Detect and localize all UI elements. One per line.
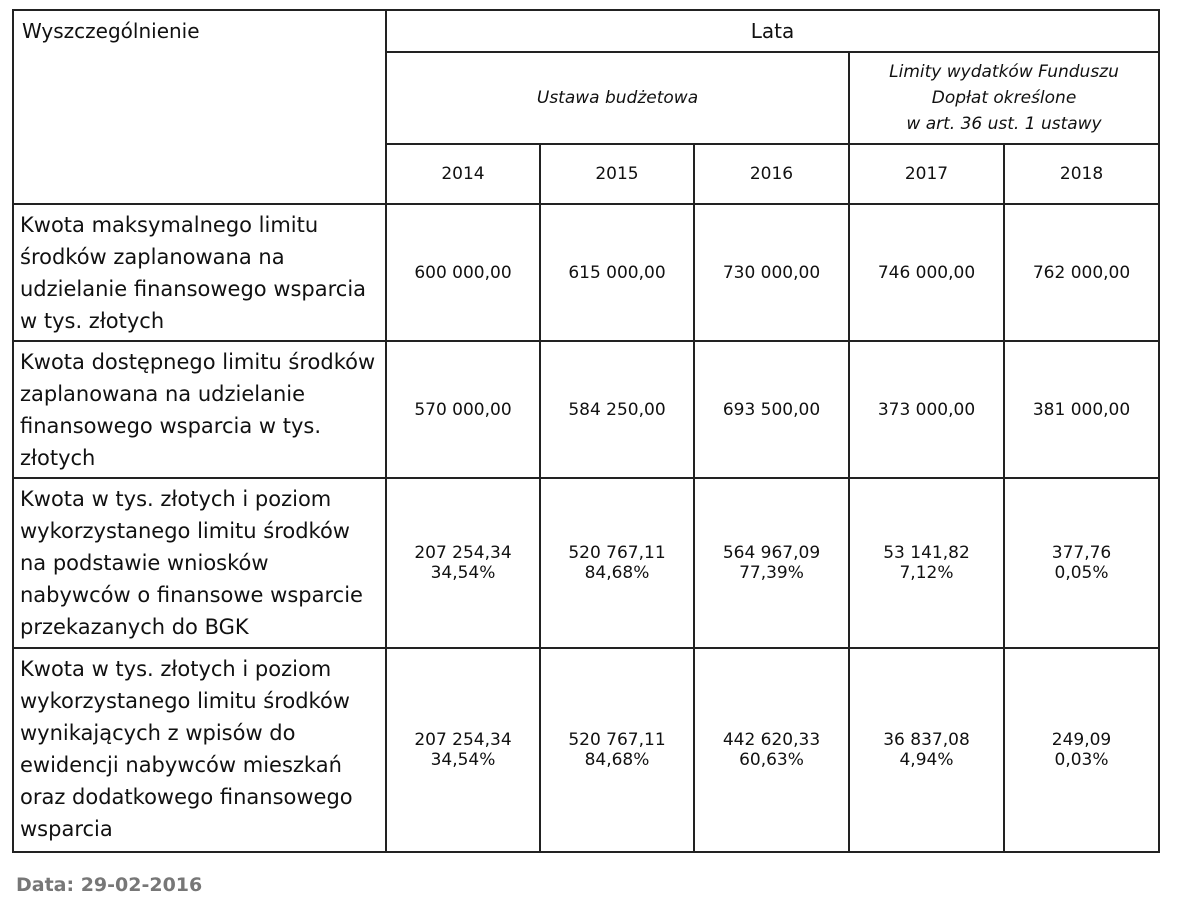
row-label: Kwota maksymalnego limitu środków zaplanowana na udzielanie finansowego wsparcia w tys. złotych: [13, 204, 386, 341]
cell-percent: 84,68%: [584, 750, 650, 770]
cell-value: 207 254,34: [414, 543, 512, 563]
table-row: [13, 648, 1159, 852]
cell-percent: 34,54%: [430, 750, 496, 770]
header-lata: Lata: [386, 10, 1159, 52]
data-table: [12, 9, 1160, 853]
row-label: Kwota dostępnego limitu środków zaplanowana na udzielanie finansowego wsparcia w tys. złotych: [13, 341, 386, 478]
table-row: [13, 478, 1159, 648]
cell-value: 373 000,00: [849, 341, 1004, 478]
cell-value: 207 254,34: [414, 730, 512, 750]
cell-percent: 77,39%: [739, 563, 804, 583]
cell-value-pair: [849, 478, 1004, 648]
header-wyszczegolnienie: Wyszczególnienie: [13, 10, 386, 204]
cell-value: 746 000,00: [849, 204, 1004, 341]
cell-value-pair: [1004, 648, 1159, 852]
cell-percent: 0,05%: [1054, 563, 1109, 583]
header-limity-line2: Dopłat określone: [931, 88, 1077, 108]
cell-value-pair: [386, 648, 540, 852]
cell-percent: 4,94%: [899, 750, 954, 770]
cell-percent: 60,63%: [739, 750, 804, 770]
row-label: Kwota w tys. złotych i poziom wykorzystanego limitu środków wynikających z wpisów do ewidencji nabywców mieszkań oraz dodatkowego finansowego wsparcia: [13, 648, 386, 852]
cell-value-pair: [694, 478, 849, 648]
year-2018: 2018: [1004, 144, 1159, 204]
cell-value: 762 000,00: [1004, 204, 1159, 341]
year-2015: 2015: [540, 144, 694, 204]
cell-value-pair: [849, 648, 1004, 852]
year-2014: 2014: [386, 144, 540, 204]
cell-value: 600 000,00: [386, 204, 540, 341]
cell-value: 520 767,11: [568, 543, 666, 563]
cell-value: 564 967,09: [722, 543, 821, 563]
header-limity-line3: w art. 36 ust. 1 ustawy: [906, 114, 1102, 134]
header-limity-line1: Limity wydatków Funduszu: [889, 62, 1119, 82]
cell-value-pair: [386, 478, 540, 648]
cell-percent: 0,03%: [1054, 750, 1109, 770]
cell-value: 442 620,33: [722, 730, 821, 750]
cell-percent: 84,68%: [584, 563, 650, 583]
cell-value: 249,09: [1051, 730, 1112, 750]
cell-value-pair: [694, 648, 849, 852]
cell-value: 570 000,00: [386, 341, 540, 478]
cell-value: 377,76: [1051, 543, 1112, 563]
cell-value: 381 000,00: [1004, 341, 1159, 478]
cell-value: 36 837,08: [883, 730, 970, 750]
cell-value: 730 000,00: [694, 204, 849, 341]
row-label: Kwota w tys. złotych i poziom wykorzystanego limitu środków na podstawie wniosków nabywców o finansowe wsparcie przekazanych do BGK: [13, 478, 386, 648]
cell-percent: 34,54%: [430, 563, 496, 583]
cell-percent: 7,12%: [899, 563, 954, 583]
table-row: [13, 341, 1159, 478]
cell-value: 584 250,00: [540, 341, 694, 478]
cell-value: 693 500,00: [694, 341, 849, 478]
footer-date: Data: 29-02-2016: [16, 874, 203, 896]
header-ustawa-budzetowa: Ustawa budżetowa: [386, 52, 849, 144]
cell-value: 53 141,82: [883, 543, 970, 563]
year-2017: 2017: [849, 144, 1004, 204]
cell-value-pair: [1004, 478, 1159, 648]
header-limity: [849, 52, 1159, 144]
year-2016: 2016: [694, 144, 849, 204]
cell-value-pair: [540, 478, 694, 648]
cell-value: 615 000,00: [540, 204, 694, 341]
cell-value: 520 767,11: [568, 730, 666, 750]
cell-value-pair: [540, 648, 694, 852]
table-row: [13, 204, 1159, 341]
